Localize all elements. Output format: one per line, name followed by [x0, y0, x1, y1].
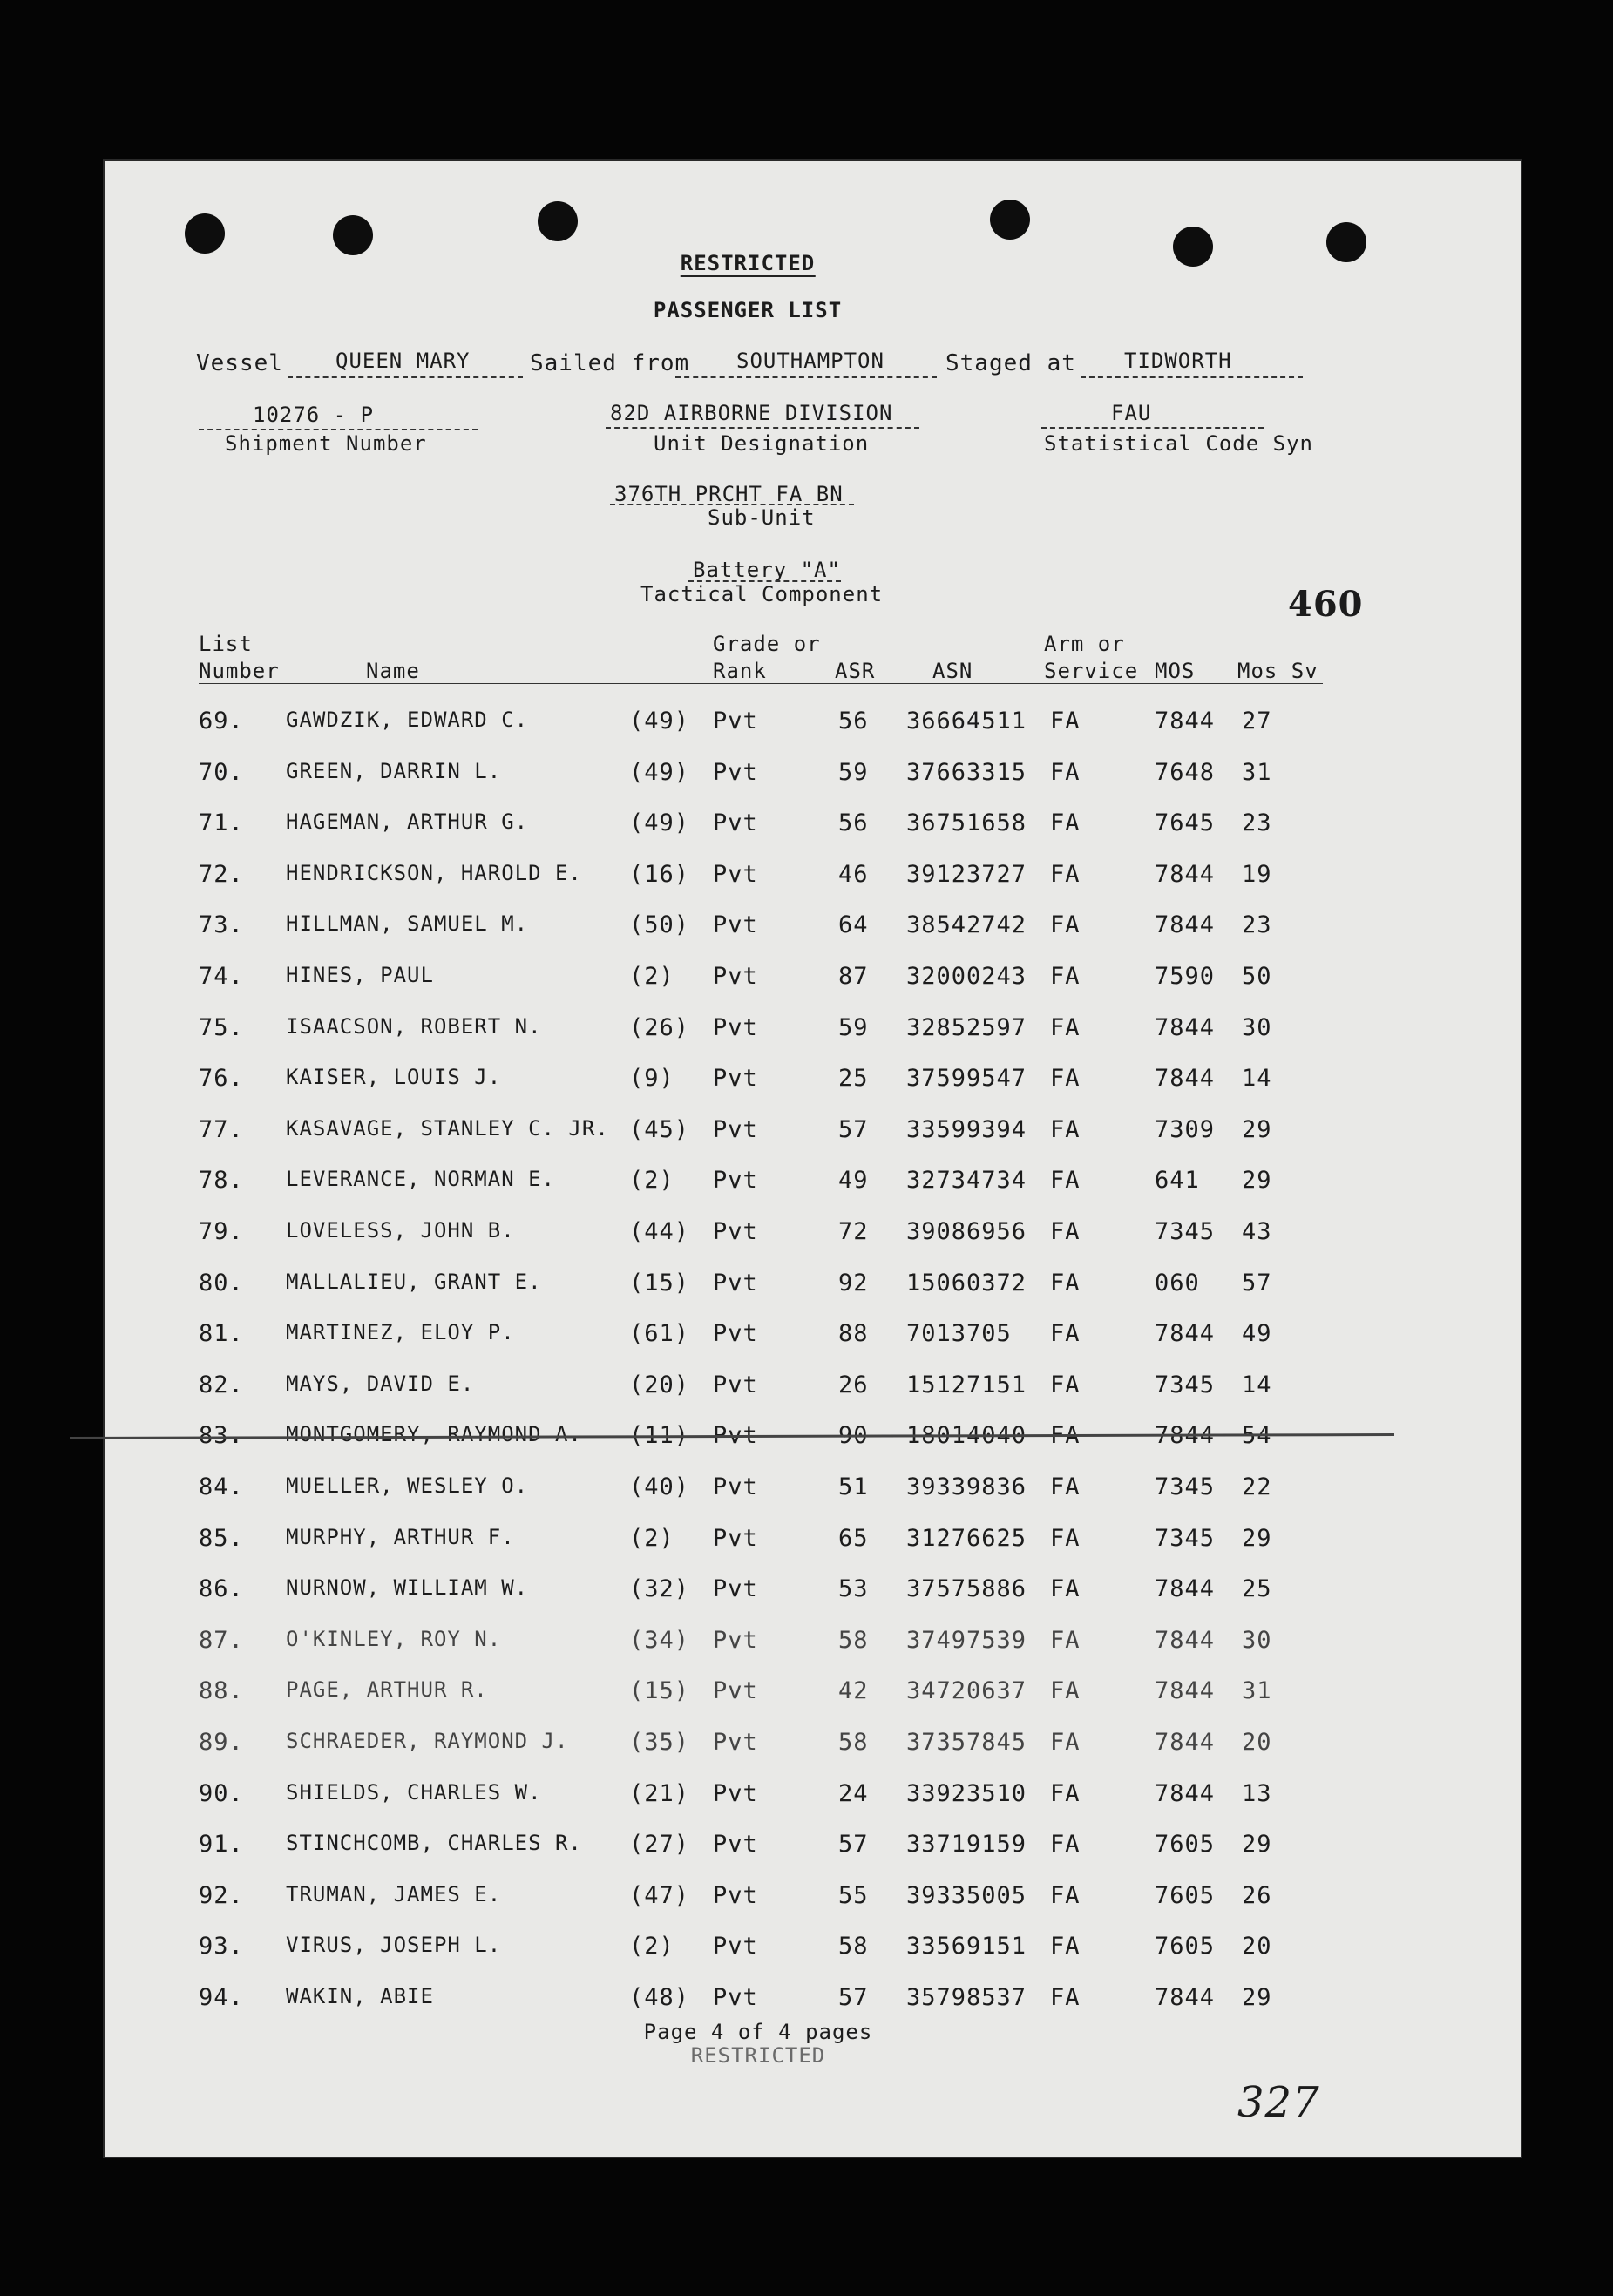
row-sv-cell: 29: [1242, 1167, 1272, 1194]
row-name-cell: GAWDZIK, EDWARD C.: [286, 708, 529, 732]
row-sv-cell: 23: [1242, 809, 1272, 836]
row-mos-cell: 060: [1155, 1270, 1200, 1297]
row-code-cell: (45): [629, 1116, 690, 1143]
row-num-cell: 76.: [199, 1065, 244, 1092]
row-sv-cell: 54: [1242, 1422, 1272, 1449]
row-code-cell: (48): [629, 1984, 690, 2011]
row-code-cell: (26): [629, 1014, 690, 1041]
row-num-cell: 88.: [199, 1677, 244, 1704]
row-name-cell: PAGE, ARTHUR R.: [286, 1677, 488, 1702]
statistical-code-label: Statistical Code Syn: [1044, 431, 1313, 456]
row-rank-cell: Pvt: [713, 1882, 758, 1909]
row-num-cell: 79.: [199, 1218, 244, 1245]
punch-hole: [1173, 227, 1213, 267]
row-sv-cell: 31: [1242, 759, 1272, 786]
staged-at-value: TIDWORTH: [1124, 349, 1232, 373]
row-asn-cell: 33599394: [906, 1116, 1027, 1143]
row-asn-cell: 39086956: [906, 1218, 1027, 1245]
shipment-underline: [199, 429, 478, 430]
row-name-cell: WAKIN, ABIE: [286, 1984, 434, 2008]
row-mos-cell: 7345: [1155, 1473, 1216, 1500]
row-sv-cell: 27: [1242, 708, 1272, 735]
sub-unit-label: Sub-Unit: [708, 505, 816, 530]
row-num-cell: 74.: [199, 963, 244, 990]
staged-underline: [1081, 376, 1303, 378]
punch-hole: [990, 200, 1030, 240]
row-name-cell: MURPHY, ARTHUR F.: [286, 1525, 515, 1549]
row-code-cell: (2): [629, 1167, 674, 1194]
row-mos-cell: 7844: [1155, 1677, 1216, 1704]
row-arm-cell: FA: [1050, 1167, 1081, 1194]
row-asn-cell: 39335005: [906, 1882, 1027, 1909]
row-asn-cell: 37575886: [906, 1575, 1027, 1602]
row-name-cell: TRUMAN, JAMES E.: [286, 1882, 502, 1907]
row-asn-cell: 33923510: [906, 1780, 1027, 1807]
row-num-cell: 78.: [199, 1167, 244, 1194]
row-asr-cell: 57: [838, 1116, 869, 1143]
row-rank-cell: Pvt: [713, 1729, 758, 1756]
row-num-cell: 85.: [199, 1525, 244, 1552]
row-code-cell: (21): [629, 1780, 690, 1807]
row-arm-cell: FA: [1050, 1270, 1081, 1297]
row-asn-cell: 33569151: [906, 1933, 1027, 1960]
row-name-cell: ISAACSON, ROBERT N.: [286, 1014, 542, 1039]
row-mos-cell: 7345: [1155, 1525, 1216, 1552]
row-asr-cell: 57: [838, 1831, 869, 1858]
row-asr-cell: 58: [838, 1627, 869, 1654]
row-arm-cell: FA: [1050, 1525, 1081, 1552]
row-asn-cell: 39123727: [906, 861, 1027, 888]
row-asn-cell: 32000243: [906, 963, 1027, 990]
col-grade-1: Grade or: [713, 632, 821, 656]
row-arm-cell: FA: [1050, 1065, 1081, 1092]
row-sv-cell: 20: [1242, 1729, 1272, 1756]
col-grade-2: Rank: [713, 659, 767, 683]
row-code-cell: (2): [629, 1525, 674, 1552]
row-rank-cell: Pvt: [713, 1677, 758, 1704]
row-num-cell: 87.: [199, 1627, 244, 1654]
row-rank-cell: Pvt: [713, 1422, 758, 1449]
row-arm-cell: FA: [1050, 1372, 1081, 1399]
row-code-cell: (49): [629, 708, 690, 735]
row-num-cell: 91.: [199, 1831, 244, 1858]
row-mos-cell: 7345: [1155, 1372, 1216, 1399]
row-rank-cell: Pvt: [713, 1065, 758, 1092]
row-asr-cell: 58: [838, 1729, 869, 1756]
vessel-underline: [288, 376, 523, 378]
row-asr-cell: 57: [838, 1984, 869, 2011]
row-num-cell: 80.: [199, 1270, 244, 1297]
handwritten-number: 327: [1237, 2078, 1320, 2127]
vessel-value: QUEEN MARY: [335, 349, 471, 373]
sailed-from-value: SOUTHAMPTON: [736, 349, 884, 373]
row-arm-cell: FA: [1050, 1729, 1081, 1756]
col-arm-1: Arm or: [1044, 632, 1125, 656]
row-arm-cell: FA: [1050, 809, 1081, 836]
row-mos-cell: 7645: [1155, 809, 1216, 836]
punch-hole: [333, 215, 373, 255]
row-mos-cell: 7844: [1155, 708, 1216, 735]
punch-hole: [538, 201, 578, 241]
row-rank-cell: Pvt: [713, 1525, 758, 1552]
row-rank-cell: Pvt: [713, 1984, 758, 2011]
row-sv-cell: 26: [1242, 1882, 1272, 1909]
col-asn: ASN: [932, 659, 973, 683]
row-rank-cell: Pvt: [713, 809, 758, 836]
row-code-cell: (27): [629, 1831, 690, 1858]
row-num-cell: 72.: [199, 861, 244, 888]
statistical-underline: [1041, 427, 1264, 429]
row-name-cell: LEVERANCE, NORMAN E.: [286, 1167, 555, 1191]
row-sv-cell: 13: [1242, 1780, 1272, 1807]
row-mos-cell: 7605: [1155, 1831, 1216, 1858]
row-sv-cell: 43: [1242, 1218, 1272, 1245]
row-mos-cell: 7844: [1155, 1320, 1216, 1347]
vessel-label: Vessel: [196, 350, 283, 376]
row-rank-cell: Pvt: [713, 1473, 758, 1500]
row-num-cell: 90.: [199, 1780, 244, 1807]
col-list-2: Number: [199, 659, 280, 683]
row-num-cell: 86.: [199, 1575, 244, 1602]
row-arm-cell: FA: [1050, 963, 1081, 990]
row-code-cell: (11): [629, 1422, 690, 1449]
statistical-code: FAU: [1111, 401, 1152, 425]
row-mos-cell: 7844: [1155, 1729, 1216, 1756]
row-asr-cell: 58: [838, 1933, 869, 1960]
row-name-cell: MALLALIEU, GRANT E.: [286, 1270, 542, 1294]
row-code-cell: (15): [629, 1677, 690, 1704]
row-asr-cell: 26: [838, 1372, 869, 1399]
row-asn-cell: 37663315: [906, 759, 1027, 786]
row-arm-cell: FA: [1050, 1116, 1081, 1143]
unit-designation-label: Unit Designation: [654, 431, 870, 456]
tactical-component-label: Tactical Component: [640, 582, 884, 606]
row-rank-cell: Pvt: [713, 1372, 758, 1399]
row-name-cell: STINCHCOMB, CHARLES R.: [286, 1831, 582, 1855]
row-name-cell: HILLMAN, SAMUEL M.: [286, 911, 529, 936]
punch-hole: [185, 213, 225, 254]
row-mos-cell: 7590: [1155, 963, 1216, 990]
row-rank-cell: Pvt: [713, 861, 758, 888]
row-sv-cell: 29: [1242, 1116, 1272, 1143]
row-code-cell: (44): [629, 1218, 690, 1245]
row-sv-cell: 29: [1242, 1525, 1272, 1552]
row-arm-cell: FA: [1050, 1473, 1081, 1500]
row-asr-cell: 49: [838, 1167, 869, 1194]
row-sv-cell: 14: [1242, 1065, 1272, 1092]
row-mos-cell: 7844: [1155, 1065, 1216, 1092]
row-code-cell: (50): [629, 911, 690, 938]
row-code-cell: (35): [629, 1729, 690, 1756]
row-code-cell: (34): [629, 1627, 690, 1654]
col-asr: ASR: [835, 659, 876, 683]
row-asn-cell: 36751658: [906, 809, 1027, 836]
row-num-cell: 93.: [199, 1933, 244, 1960]
row-name-cell: MARTINEZ, ELOY P.: [286, 1320, 515, 1344]
row-rank-cell: Pvt: [713, 1575, 758, 1602]
row-asr-cell: 25: [838, 1065, 869, 1092]
row-num-cell: 73.: [199, 911, 244, 938]
row-mos-cell: 7345: [1155, 1218, 1216, 1245]
row-rank-cell: Pvt: [713, 1167, 758, 1194]
row-arm-cell: FA: [1050, 911, 1081, 938]
row-rank-cell: Pvt: [713, 963, 758, 990]
row-arm-cell: FA: [1050, 1780, 1081, 1807]
row-code-cell: (47): [629, 1882, 690, 1909]
row-sv-cell: 29: [1242, 1984, 1272, 2011]
row-mos-cell: 7844: [1155, 911, 1216, 938]
row-mos-cell: 7605: [1155, 1933, 1216, 1960]
row-code-cell: (49): [629, 759, 690, 786]
row-asn-cell: 37357845: [906, 1729, 1027, 1756]
unit-underline: [606, 427, 919, 429]
row-arm-cell: FA: [1050, 1218, 1081, 1245]
row-sv-cell: 20: [1242, 1933, 1272, 1960]
row-name-cell: O'KINLEY, ROY N.: [286, 1627, 502, 1651]
row-sv-cell: 29: [1242, 1831, 1272, 1858]
row-asr-cell: 42: [838, 1677, 869, 1704]
row-rank-cell: Pvt: [713, 1933, 758, 1960]
row-arm-cell: FA: [1050, 1014, 1081, 1041]
row-sv-cell: 25: [1242, 1575, 1272, 1602]
row-num-cell: 94.: [199, 1984, 244, 2011]
staged-at-label: Staged at: [945, 350, 1076, 376]
row-arm-cell: FA: [1050, 861, 1081, 888]
restricted-heading: RESTRICTED: [680, 251, 816, 275]
row-arm-cell: FA: [1050, 1882, 1081, 1909]
row-rank-cell: Pvt: [713, 911, 758, 938]
sailed-from-label: Sailed from: [530, 350, 690, 376]
punch-hole: [1326, 222, 1366, 262]
page-indicator: Page 4 of 4 pages: [643, 2020, 873, 2044]
tactical-component: Battery "A": [693, 558, 841, 582]
row-sv-cell: 49: [1242, 1320, 1272, 1347]
row-arm-cell: FA: [1050, 1984, 1081, 2011]
col-mos: MOS: [1155, 659, 1196, 683]
row-sv-cell: 30: [1242, 1627, 1272, 1654]
row-name-cell: SCHRAEDER, RAYMOND J.: [286, 1729, 569, 1753]
row-name-cell: NURNOW, WILLIAM W.: [286, 1575, 529, 1600]
unit-designation: 82D AIRBORNE DIVISION: [610, 401, 893, 425]
row-asr-cell: 72: [838, 1218, 869, 1245]
row-name-cell: MONTGOMERY, RAYMOND A.: [286, 1422, 582, 1446]
row-name-cell: HINES, PAUL: [286, 963, 434, 987]
row-arm-cell: FA: [1050, 759, 1081, 786]
row-mos-cell: 7648: [1155, 759, 1216, 786]
row-rank-cell: Pvt: [713, 1270, 758, 1297]
row-rank-cell: Pvt: [713, 1116, 758, 1143]
row-rank-cell: Pvt: [713, 759, 758, 786]
row-code-cell: (9): [629, 1065, 674, 1092]
document-page: [105, 161, 1521, 2157]
row-num-cell: 70.: [199, 759, 244, 786]
row-asr-cell: 92: [838, 1270, 869, 1297]
row-asn-cell: 15060372: [906, 1270, 1027, 1297]
row-num-cell: 81.: [199, 1320, 244, 1347]
header-rule: [199, 683, 1323, 684]
row-mos-cell: 641: [1155, 1167, 1200, 1194]
row-rank-cell: Pvt: [713, 1831, 758, 1858]
col-mos-sv: Mos Sv: [1237, 659, 1318, 683]
row-num-cell: 84.: [199, 1473, 244, 1500]
row-code-cell: (16): [629, 861, 690, 888]
sub-unit: 376TH PRCHT FA BN: [614, 482, 844, 506]
row-sv-cell: 50: [1242, 963, 1272, 990]
row-rank-cell: Pvt: [713, 1014, 758, 1041]
row-asn-cell: 15127151: [906, 1372, 1027, 1399]
row-asr-cell: 59: [838, 759, 869, 786]
row-name-cell: MUELLER, WESLEY O.: [286, 1473, 529, 1498]
row-asr-cell: 46: [838, 861, 869, 888]
row-rank-cell: Pvt: [713, 1627, 758, 1654]
row-arm-cell: FA: [1050, 1320, 1081, 1347]
row-asn-cell: 35798537: [906, 1984, 1027, 2011]
row-mos-cell: 7844: [1155, 861, 1216, 888]
row-asn-cell: 32734734: [906, 1167, 1027, 1194]
row-code-cell: (32): [629, 1575, 690, 1602]
restricted-footer: RESTRICTED: [690, 2043, 826, 2068]
row-name-cell: VIRUS, JOSEPH L.: [286, 1933, 502, 1957]
row-sv-cell: 22: [1242, 1473, 1272, 1500]
row-sv-cell: 57: [1242, 1270, 1272, 1297]
row-num-cell: 92.: [199, 1882, 244, 1909]
row-sv-cell: 30: [1242, 1014, 1272, 1041]
row-asn-cell: 18014040: [906, 1422, 1027, 1449]
row-asr-cell: 55: [838, 1882, 869, 1909]
row-code-cell: (2): [629, 1933, 674, 1960]
row-name-cell: GREEN, DARRIN L.: [286, 759, 502, 783]
row-arm-cell: FA: [1050, 1831, 1081, 1858]
row-asr-cell: 88: [838, 1320, 869, 1347]
row-asn-cell: 37497539: [906, 1627, 1027, 1654]
row-asr-cell: 90: [838, 1422, 869, 1449]
row-asr-cell: 51: [838, 1473, 869, 1500]
row-code-cell: (20): [629, 1372, 690, 1399]
row-asn-cell: 33719159: [906, 1831, 1027, 1858]
stamp-number: 460: [1288, 584, 1364, 625]
row-num-cell: 82.: [199, 1372, 244, 1399]
row-code-cell: (40): [629, 1473, 690, 1500]
row-sv-cell: 14: [1242, 1372, 1272, 1399]
row-mos-cell: 7844: [1155, 1627, 1216, 1654]
row-arm-cell: FA: [1050, 1677, 1081, 1704]
row-name-cell: SHIELDS, CHARLES W.: [286, 1780, 542, 1805]
row-num-cell: 77.: [199, 1116, 244, 1143]
row-arm-cell: FA: [1050, 1933, 1081, 1960]
row-mos-cell: 7844: [1155, 1014, 1216, 1041]
shipment-number-label: Shipment Number: [225, 431, 427, 456]
row-code-cell: (2): [629, 963, 674, 990]
row-num-cell: 89.: [199, 1729, 244, 1756]
row-sv-cell: 31: [1242, 1677, 1272, 1704]
row-asr-cell: 24: [838, 1780, 869, 1807]
row-arm-cell: FA: [1050, 1575, 1081, 1602]
row-sv-cell: 19: [1242, 861, 1272, 888]
row-name-cell: LOVELESS, JOHN B.: [286, 1218, 515, 1243]
row-asn-cell: 34720637: [906, 1677, 1027, 1704]
row-asr-cell: 64: [838, 911, 869, 938]
row-code-cell: (49): [629, 809, 690, 836]
row-sv-cell: 23: [1242, 911, 1272, 938]
col-arm-2: Service: [1044, 659, 1139, 683]
row-name-cell: KAISER, LOUIS J.: [286, 1065, 502, 1089]
row-num-cell: 83.: [199, 1422, 244, 1449]
row-arm-cell: FA: [1050, 1422, 1081, 1449]
col-name: Name: [366, 659, 420, 683]
row-rank-cell: Pvt: [713, 708, 758, 735]
row-asn-cell: 36664511: [906, 708, 1027, 735]
row-rank-cell: Pvt: [713, 1780, 758, 1807]
row-mos-cell: 7844: [1155, 1984, 1216, 2011]
shipment-number: 10276 - P: [253, 403, 375, 427]
row-name-cell: MAYS, DAVID E.: [286, 1372, 475, 1396]
row-asn-cell: 39339836: [906, 1473, 1027, 1500]
row-num-cell: 69.: [199, 708, 244, 735]
row-asn-cell: 31276625: [906, 1525, 1027, 1552]
sailed-underline: [675, 376, 937, 378]
row-arm-cell: FA: [1050, 708, 1081, 735]
row-arm-cell: FA: [1050, 1627, 1081, 1654]
row-asr-cell: 59: [838, 1014, 869, 1041]
row-rank-cell: Pvt: [713, 1218, 758, 1245]
row-asn-cell: 7013705: [906, 1320, 1012, 1347]
row-mos-cell: 7844: [1155, 1422, 1216, 1449]
row-mos-cell: 7844: [1155, 1780, 1216, 1807]
row-asn-cell: 32852597: [906, 1014, 1027, 1041]
row-num-cell: 75.: [199, 1014, 244, 1041]
col-list-1: List: [199, 632, 253, 656]
row-name-cell: HAGEMAN, ARTHUR G.: [286, 809, 529, 834]
row-rank-cell: Pvt: [713, 1320, 758, 1347]
row-num-cell: 71.: [199, 809, 244, 836]
row-asr-cell: 56: [838, 809, 869, 836]
row-asn-cell: 38542742: [906, 911, 1027, 938]
row-mos-cell: 7844: [1155, 1575, 1216, 1602]
row-code-cell: (15): [629, 1270, 690, 1297]
row-asr-cell: 56: [838, 708, 869, 735]
row-mos-cell: 7309: [1155, 1116, 1216, 1143]
row-name-cell: KASAVAGE, STANLEY C. JR.: [286, 1116, 609, 1141]
row-asn-cell: 37599547: [906, 1065, 1027, 1092]
row-mos-cell: 7605: [1155, 1882, 1216, 1909]
row-asr-cell: 53: [838, 1575, 869, 1602]
document-title: PASSENGER LIST: [653, 298, 843, 322]
row-code-cell: (61): [629, 1320, 690, 1347]
row-asr-cell: 87: [838, 963, 869, 990]
row-asr-cell: 65: [838, 1525, 869, 1552]
row-name-cell: HENDRICKSON, HAROLD E.: [286, 861, 582, 885]
